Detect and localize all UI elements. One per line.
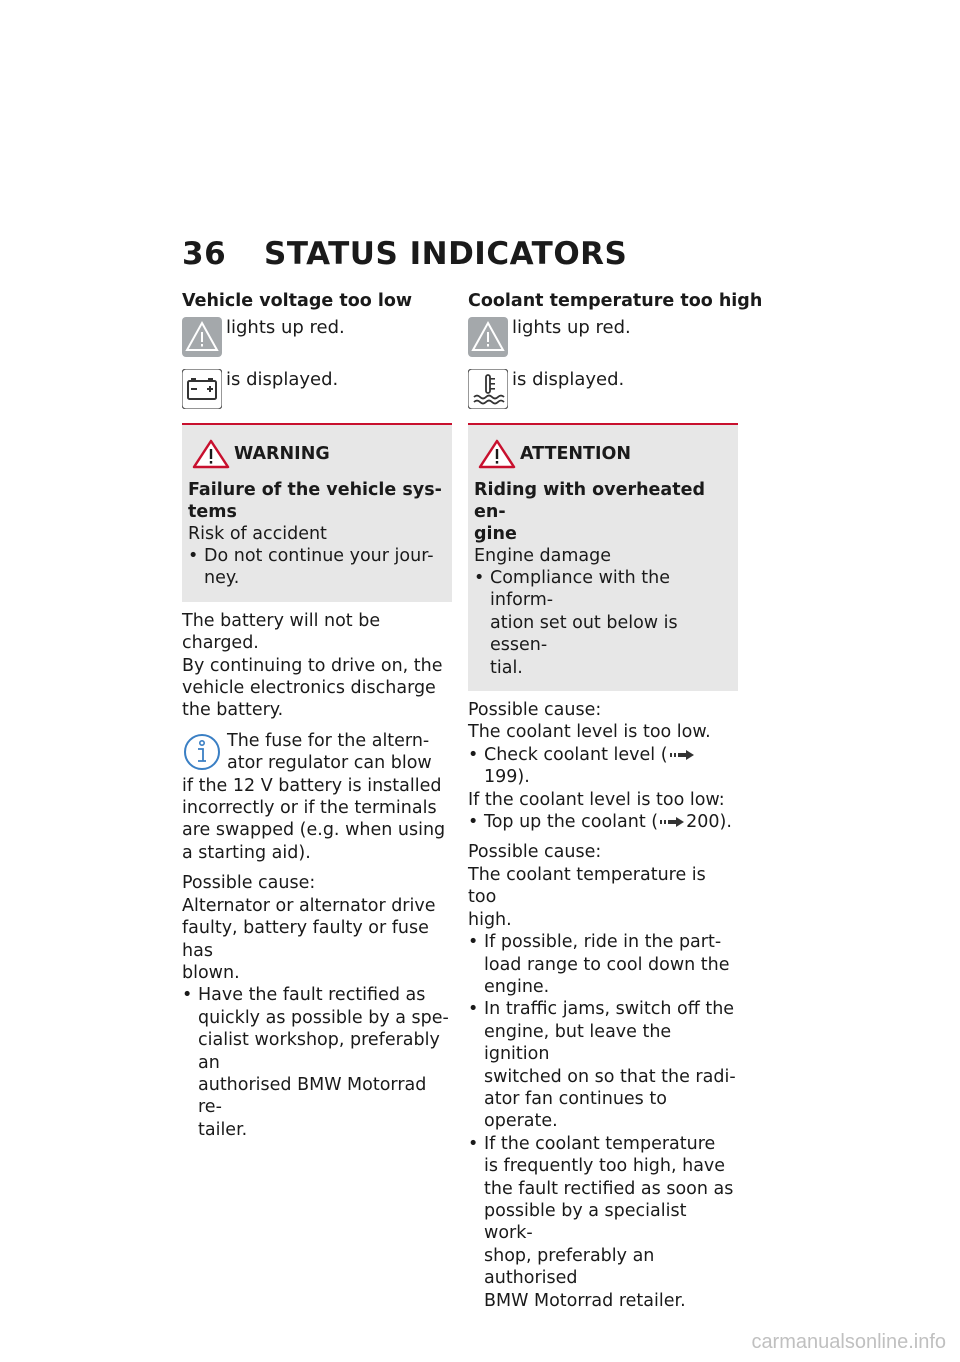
possible-cause-block [182, 872, 452, 1141]
topup-item [468, 811, 738, 833]
battery-icon [182, 369, 222, 409]
bullet-line: load range to cool down the [484, 954, 730, 975]
general-warning-light-icon [468, 317, 508, 357]
bullet-line: engine, but leave the ignition [484, 1021, 672, 1065]
section-title: STATUS INDICATORS [264, 236, 628, 272]
page-reference-arrow-icon [668, 749, 696, 761]
attention-bullet-line: ation set out below is essen- [490, 612, 678, 656]
bullet-line: switched on so that the radi- [484, 1066, 736, 1087]
warning-bullets [188, 545, 446, 590]
left-column [182, 290, 452, 1141]
bullet-line: is frequently too high, have [484, 1156, 726, 1177]
info-note [182, 730, 452, 864]
cause-bullets [182, 984, 452, 1141]
bullet-line: the fault rectified as soon as [484, 1178, 734, 1199]
warning-box [182, 423, 452, 602]
display-text: is displayed. [226, 369, 339, 390]
indicator-text: lights up red. [512, 317, 631, 338]
attention-title: ATTENTION [520, 444, 632, 464]
attention-bullet-line: Compliance with the inform- [490, 568, 670, 611]
paragraph-line: The battery will not be charged. [182, 610, 381, 654]
info-line: if the 12 V battery is installed [182, 775, 442, 796]
bullet-item [468, 1133, 738, 1312]
bullet-line: If possible, ride in the part- [484, 932, 722, 953]
info-line: a starting aid). [182, 842, 311, 863]
cause-line: blown. [182, 962, 240, 983]
bullet-line: possible by a specialist work- [484, 1200, 687, 1244]
cause-label: Possible cause: [468, 842, 602, 863]
battery-paragraph [182, 610, 452, 722]
check-text: Check coolant level ( [484, 744, 668, 765]
attention-title-row [474, 439, 732, 469]
warning-title: WARNING [234, 444, 330, 464]
attention-bullets [474, 567, 732, 679]
warning-bullet-line: Do not continue your jour- [204, 546, 434, 566]
page-reference-link[interactable]: 200 [686, 812, 720, 833]
indicator-row [182, 317, 452, 357]
display-text: is displayed. [512, 369, 625, 390]
coolant-heading: Coolant temperature too high [468, 291, 763, 311]
warning-risk: Risk of accident [188, 524, 327, 544]
bullet-item [182, 984, 452, 1141]
watermark: carmanualsonline.info [751, 1331, 946, 1353]
check-coolant-item [468, 744, 738, 789]
indicator-row [468, 317, 738, 357]
bullet-item [468, 998, 738, 1132]
paragraph-line: the battery. [182, 700, 284, 721]
paragraph-line: vehicle electronics discharge [182, 678, 436, 699]
info-line: The fuse for the altern- [227, 730, 430, 751]
cause-line: faulty, battery faulty or fuse has [182, 918, 429, 961]
bullet-line: quickly as possible by a spe- [198, 1007, 449, 1028]
attention-box [468, 423, 738, 691]
topup-bullets [468, 811, 738, 833]
page-reference-arrow-icon [658, 816, 686, 828]
topup-text-end: ). [719, 812, 732, 833]
bullet-item [468, 931, 738, 998]
cause-label: Possible cause: [182, 873, 316, 894]
cause-label: Possible cause: [468, 700, 602, 721]
attention-bullet-line: tial. [490, 657, 523, 678]
warning-bullet [188, 545, 446, 590]
cause-line: Alternator or alternator drive [182, 895, 436, 916]
cause-line: The coolant temperature is too [468, 864, 706, 908]
general-warning-light-icon [182, 317, 222, 357]
info-line: ator regulator can blow [227, 753, 432, 774]
attention-subhead-2: gine [474, 524, 517, 544]
warning-subhead-2: tems [188, 502, 237, 522]
warning-subhead-1: Failure of the vehicle sys- [188, 480, 442, 500]
topup-text: Top up the coolant ( [484, 812, 659, 833]
check-bullets [468, 744, 738, 789]
if-low-text: If the coolant level is too low: [468, 789, 725, 810]
page-number: 36 [182, 236, 227, 272]
attention-risk: Engine damage [474, 546, 612, 566]
warning-bullet-line: ney. [204, 568, 240, 589]
coolant-temperature-icon [468, 369, 508, 409]
paragraph-line: By continuing to drive on, the [182, 655, 443, 676]
cause2-bullets [468, 931, 738, 1312]
warning-triangle-icon [192, 439, 230, 469]
bullet-line: BMW Motorrad retailer. [484, 1290, 686, 1311]
bullet-line: Have the fault rectified as [198, 985, 426, 1006]
bullet-line: ator fan continues to operate. [484, 1088, 667, 1132]
indicator-text: lights up red. [226, 317, 345, 338]
attention-subhead-1: Riding with overheated en- [474, 480, 705, 522]
bullet-line: engine. [484, 976, 550, 997]
display-row [468, 369, 738, 409]
cause1-block [468, 699, 738, 833]
attention-bullet [474, 567, 732, 679]
cause-line: The coolant level is too low. [468, 722, 711, 743]
warning-title-row [188, 439, 446, 469]
page-header [182, 236, 627, 272]
cause-line: high. [468, 909, 512, 930]
check-text-end: ). [517, 767, 530, 788]
right-column [468, 290, 763, 1312]
info-line: are swapped (e.g. when using [182, 820, 446, 841]
page-reference-link[interactable]: 199 [484, 767, 518, 788]
info-icon [182, 732, 222, 772]
warning-triangle-icon [478, 439, 516, 469]
voltage-heading: Vehicle voltage too low [182, 291, 413, 311]
bullet-line: shop, preferably an authorised [484, 1245, 655, 1289]
bullet-line: authorised BMW Motorrad re- [198, 1074, 427, 1118]
display-row [182, 369, 452, 409]
bullet-line: In traffic jams, switch off the [484, 999, 735, 1020]
bullet-line: If the coolant temperature [484, 1133, 716, 1154]
info-line: incorrectly or if the terminals [182, 798, 437, 819]
bullet-line: cialist workshop, preferably an [198, 1030, 440, 1073]
cause2-block [468, 841, 738, 1312]
bullet-line: tailer. [198, 1119, 248, 1140]
